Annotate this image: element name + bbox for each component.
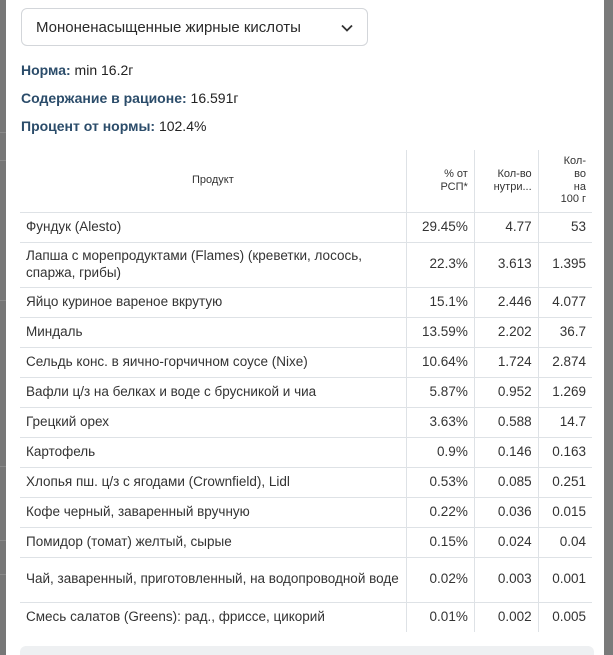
header-product[interactable]: Продукт [20, 150, 406, 212]
table-row [20, 467, 592, 497]
percent-cell: 10.64% [406, 347, 474, 377]
quantity-cell: 1.724 [474, 347, 538, 377]
norm-label: Норма: [21, 62, 71, 78]
product-name: Чай, заваренный, приготовленный, на водопроводной воде [20, 557, 406, 602]
products-table [20, 150, 592, 632]
content-label: Содержание в рационе: [21, 90, 187, 106]
product-name: Яйцо куриное вареное вкрутую [20, 287, 406, 317]
quantity-cell: 0.003 [474, 557, 538, 602]
percent-cell: 0.01% [406, 602, 474, 632]
header-per100-line3: на [573, 180, 586, 193]
product-name: Грецкий орех [20, 407, 406, 437]
percent-cell: 0.15% [406, 527, 474, 557]
per100-cell: 14.7 [538, 407, 592, 437]
per100-cell: 4.077 [538, 287, 592, 317]
header-quantity-line1: Кол-во [497, 168, 532, 181]
product-name: Смесь салатов (Greens): рад., фриссе, цикорий [20, 602, 406, 632]
background-page-right [604, 0, 613, 655]
per100-cell: 53 [538, 212, 592, 242]
percent-cell: 3.63% [406, 407, 474, 437]
product-name: Вафли ц/з на белках и воде с брусникой и чиа [20, 377, 406, 407]
percent-cell: 0.9% [406, 437, 474, 467]
header-percent[interactable] [406, 150, 474, 212]
header-quantity[interactable] [474, 150, 538, 212]
norm-value: min 16.2г [74, 62, 134, 78]
percent-cell: 22.3% [406, 242, 474, 287]
quantity-cell: 4.77 [474, 212, 538, 242]
per100-cell: 0.005 [538, 602, 592, 632]
per100-cell: 0.015 [538, 497, 592, 527]
percent-label: Процент от нормы: [21, 118, 156, 134]
quantity-cell: 3.613 [474, 242, 538, 287]
percent-cell: 15.1% [406, 287, 474, 317]
product-name: Картофель [20, 437, 406, 467]
content-line [21, 90, 238, 106]
table-header-row [20, 150, 592, 212]
table-row [20, 602, 592, 632]
percent-cell: 29.45% [406, 212, 474, 242]
table-row [20, 527, 592, 557]
quantity-cell: 0.085 [474, 467, 538, 497]
percent-line [21, 118, 206, 134]
product-name: Фундук (Alesto) [20, 212, 406, 242]
quantity-cell: 2.446 [474, 287, 538, 317]
table-row [20, 437, 592, 467]
table-row [20, 242, 592, 287]
quantity-cell: 0.024 [474, 527, 538, 557]
percent-cell: 0.02% [406, 557, 474, 602]
per100-cell: 0.251 [538, 467, 592, 497]
product-name: Лапша с морепродуктами (Flames) (креветки, лосось, спаржа, грибы) [20, 242, 406, 287]
header-per100-line4: 100 г [560, 193, 586, 206]
table-row [20, 347, 592, 377]
quantity-cell: 0.146 [474, 437, 538, 467]
table-row [20, 212, 592, 242]
header-quantity-line2: нутри... [493, 180, 532, 193]
nutrient-details-modal [6, 0, 604, 655]
header-per100-line1: Кол- [563, 155, 586, 168]
table-row [20, 557, 592, 602]
per100-cell: 2.874 [538, 347, 592, 377]
chevron-down-icon [341, 20, 353, 35]
product-name: Сельдь конс. в яично-горчичном соусе (Nixe) [20, 347, 406, 377]
nutrient-select-value: Мононенасыщенные жирные кислоты [36, 18, 301, 36]
quantity-cell: 0.036 [474, 497, 538, 527]
quantity-cell: 0.002 [474, 602, 538, 632]
percent-cell: 0.53% [406, 467, 474, 497]
percent-cell: 13.59% [406, 317, 474, 347]
table-row [20, 497, 592, 527]
per100-cell: 0.04 [538, 527, 592, 557]
product-name: Помидор (томат) желтый, сырые [20, 527, 406, 557]
header-percent-line2: РСП* [440, 180, 468, 193]
table-row [20, 317, 592, 347]
table-row [20, 407, 592, 437]
footer-panel [20, 646, 594, 655]
nutrient-select[interactable] [21, 8, 368, 46]
norm-line [21, 62, 133, 78]
quantity-cell: 0.952 [474, 377, 538, 407]
per100-cell: 0.001 [538, 557, 592, 602]
content-value: 16.591г [190, 90, 239, 106]
table-row [20, 287, 592, 317]
product-name: Миндаль [20, 317, 406, 347]
per100-cell: 36.7 [538, 317, 592, 347]
quantity-cell: 0.588 [474, 407, 538, 437]
percent-cell: 5.87% [406, 377, 474, 407]
header-per100-line2: во [574, 168, 586, 181]
percent-value: 102.4% [158, 118, 207, 134]
product-name: Кофе черный, заваренный вручную [20, 497, 406, 527]
header-percent-line1: % от [444, 168, 468, 181]
per100-cell: 0.163 [538, 437, 592, 467]
table-row [20, 377, 592, 407]
quantity-cell: 2.202 [474, 317, 538, 347]
product-name: Хлопья пш. ц/з с ягодами (Crownfield), Lidl [20, 467, 406, 497]
percent-cell: 0.22% [406, 497, 474, 527]
per100-cell: 1.269 [538, 377, 592, 407]
per100-cell: 1.395 [538, 242, 592, 287]
header-per100[interactable] [538, 150, 592, 212]
